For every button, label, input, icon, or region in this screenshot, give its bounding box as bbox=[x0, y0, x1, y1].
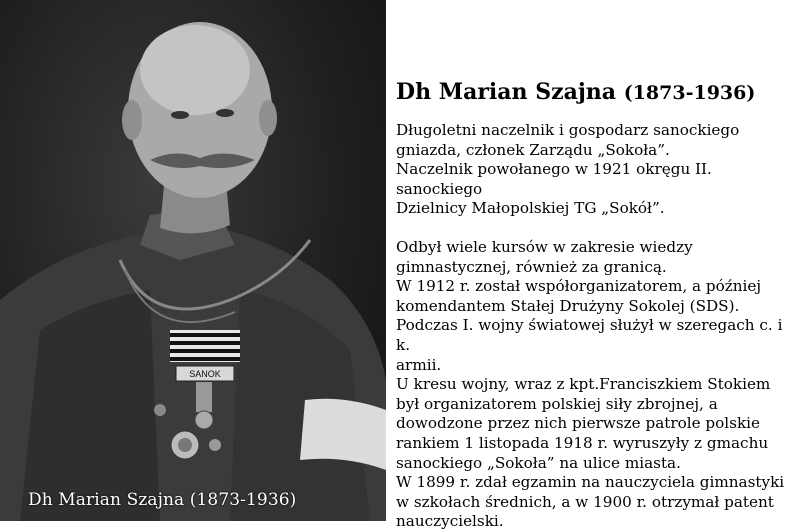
text-line: Odbył wiele kursów w zakresie wiedzy bbox=[396, 237, 693, 256]
text-line: U kresu wojny, wraz z kpt.Franciszkiem Stokiem bbox=[396, 375, 771, 394]
text-line: komendantem Stałej Drużyny Sokolej (SDS). bbox=[396, 296, 740, 315]
text-line: armii. bbox=[396, 355, 442, 374]
text-line: Dzielnicy Małopolskiej TG „Sokół”. bbox=[396, 199, 665, 218]
article-title bbox=[396, 78, 796, 107]
text-line: dowodzone przez nich pierwsze patrole polskie bbox=[396, 414, 760, 433]
text-line: nauczycielski. bbox=[396, 512, 504, 531]
portrait-illustration bbox=[0, 0, 386, 521]
photo-caption: Dh Marian Szajna (1873-1936) bbox=[28, 490, 297, 510]
title-name: Dh Marian Szajna bbox=[396, 79, 617, 105]
title-years: (1873-1936) bbox=[623, 82, 756, 104]
text-line: W 1912 r. został współorganizatorem, a później bbox=[396, 277, 762, 296]
text-line: w szkołach średnich, a w 1900 r. otrzymał patent bbox=[396, 492, 774, 511]
portrait-photo bbox=[0, 0, 386, 521]
text-line: Długoletni naczelnik i gospodarz sanockiego bbox=[396, 121, 740, 139]
badge-text: SANOK bbox=[189, 369, 221, 379]
paragraph-2 bbox=[396, 238, 796, 532]
paragraph-1 bbox=[396, 121, 796, 219]
text-line: gniazda, członek Zarządu „Sokoła”. bbox=[396, 140, 670, 159]
text-line: W 1899 r. zdał egzamin na nauczyciela gimnastyki bbox=[396, 473, 785, 492]
text-line: gimnastycznej, również za granicą. bbox=[396, 257, 667, 276]
text-line: był organizatorem polskiej siły zbrojnej, a bbox=[396, 394, 718, 413]
text-line: sanockiego „Sokoła” na ulice miasta. bbox=[396, 453, 681, 472]
text-line: rankiem 1 listopada 1918 r. wyruszyły z gmachu bbox=[396, 433, 769, 452]
text-line: Naczelnik powołanego w 1921 okręgu II. sanockiego bbox=[396, 160, 712, 198]
text-line: Podczas I. wojny światowej służył w szeregach c. i k. bbox=[396, 316, 783, 354]
article bbox=[396, 78, 796, 532]
